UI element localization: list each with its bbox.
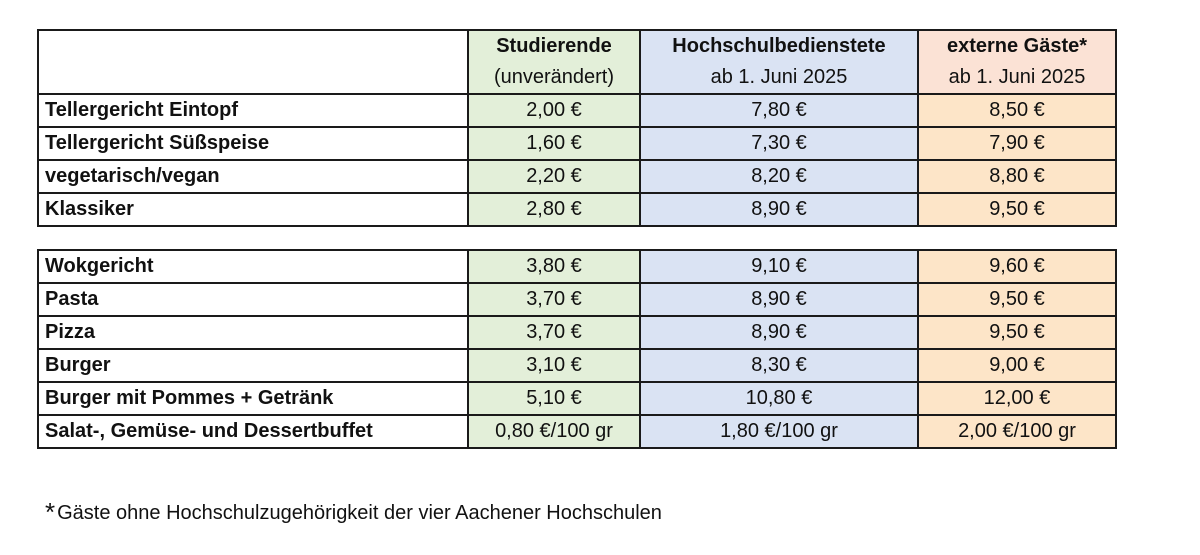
price-guests: 2,00 €/100 gr xyxy=(918,415,1116,448)
dish-name: Tellergericht Eintopf xyxy=(38,94,468,127)
price-staff: 9,10 € xyxy=(640,250,918,283)
dish-name: Burger mit Pommes + Getränk xyxy=(38,382,468,415)
price-staff: 8,20 € xyxy=(640,160,918,193)
price-guests: 9,60 € xyxy=(918,250,1116,283)
dish-name: Tellergericht Süßspeise xyxy=(38,127,468,160)
table-row xyxy=(38,250,1116,283)
dish-name: Pasta xyxy=(38,283,468,316)
dish-name: Klassiker xyxy=(38,193,468,226)
subheader-guests: ab 1. Juni 2025 xyxy=(918,62,1116,94)
table-row xyxy=(38,349,1116,382)
table-row xyxy=(38,160,1116,193)
price-students: 3,70 € xyxy=(468,316,640,349)
price-guests: 9,50 € xyxy=(918,193,1116,226)
table-row xyxy=(38,283,1116,316)
dish-name: Wokgericht xyxy=(38,250,468,283)
header-guests: externe Gäste* xyxy=(918,30,1116,62)
price-staff: 1,80 €/100 gr xyxy=(640,415,918,448)
dish-name: Salat-, Gemüse- und Dessertbuffet xyxy=(38,415,468,448)
price-students: 2,80 € xyxy=(468,193,640,226)
group-separator xyxy=(38,226,1116,250)
price-staff: 10,80 € xyxy=(640,382,918,415)
table-row xyxy=(38,382,1116,415)
price-guests: 9,50 € xyxy=(918,283,1116,316)
price-students: 0,80 €/100 gr xyxy=(468,415,640,448)
price-guests: 7,90 € xyxy=(918,127,1116,160)
price-students: 1,60 € xyxy=(468,127,640,160)
price-guests: 9,50 € xyxy=(918,316,1116,349)
footnote-marker: * xyxy=(45,497,56,527)
header-row xyxy=(38,30,1116,62)
table-row xyxy=(38,127,1116,160)
price-staff: 8,30 € xyxy=(640,349,918,382)
table-row xyxy=(38,316,1116,349)
price-guests: 9,00 € xyxy=(918,349,1116,382)
price-staff: 7,80 € xyxy=(640,94,918,127)
header-staff: Hochschulbedienstete xyxy=(640,30,918,62)
price-staff: 8,90 € xyxy=(640,283,918,316)
price-students: 3,80 € xyxy=(468,250,640,283)
dish-name: Pizza xyxy=(38,316,468,349)
footnote-text: Gäste ohne Hochschulzugehörigkeit der vier Aachener Hochschulen xyxy=(57,502,662,524)
price-staff: 8,90 € xyxy=(640,316,918,349)
price-students: 3,10 € xyxy=(468,349,640,382)
table-row xyxy=(38,415,1116,448)
price-staff: 8,90 € xyxy=(640,193,918,226)
price-students: 5,10 € xyxy=(468,382,640,415)
header-students: Studierende xyxy=(468,30,640,62)
table-row xyxy=(38,94,1116,127)
price-guests: 12,00 € xyxy=(918,382,1116,415)
price-table-body xyxy=(38,30,1116,448)
price-students: 3,70 € xyxy=(468,283,640,316)
price-staff: 7,30 € xyxy=(640,127,918,160)
dish-name: Burger xyxy=(38,349,468,382)
subheader-students: (unverändert) xyxy=(468,62,640,94)
dish-name: vegetarisch/vegan xyxy=(38,160,468,193)
price-guests: 8,80 € xyxy=(918,160,1116,193)
price-students: 2,00 € xyxy=(468,94,640,127)
price-table xyxy=(37,29,1117,449)
footnote xyxy=(45,497,662,528)
group-separator-cell xyxy=(38,226,1116,250)
subheader-staff: ab 1. Juni 2025 xyxy=(640,62,918,94)
price-guests: 8,50 € xyxy=(918,94,1116,127)
header-corner xyxy=(38,30,468,94)
table-row xyxy=(38,193,1116,226)
price-students: 2,20 € xyxy=(468,160,640,193)
